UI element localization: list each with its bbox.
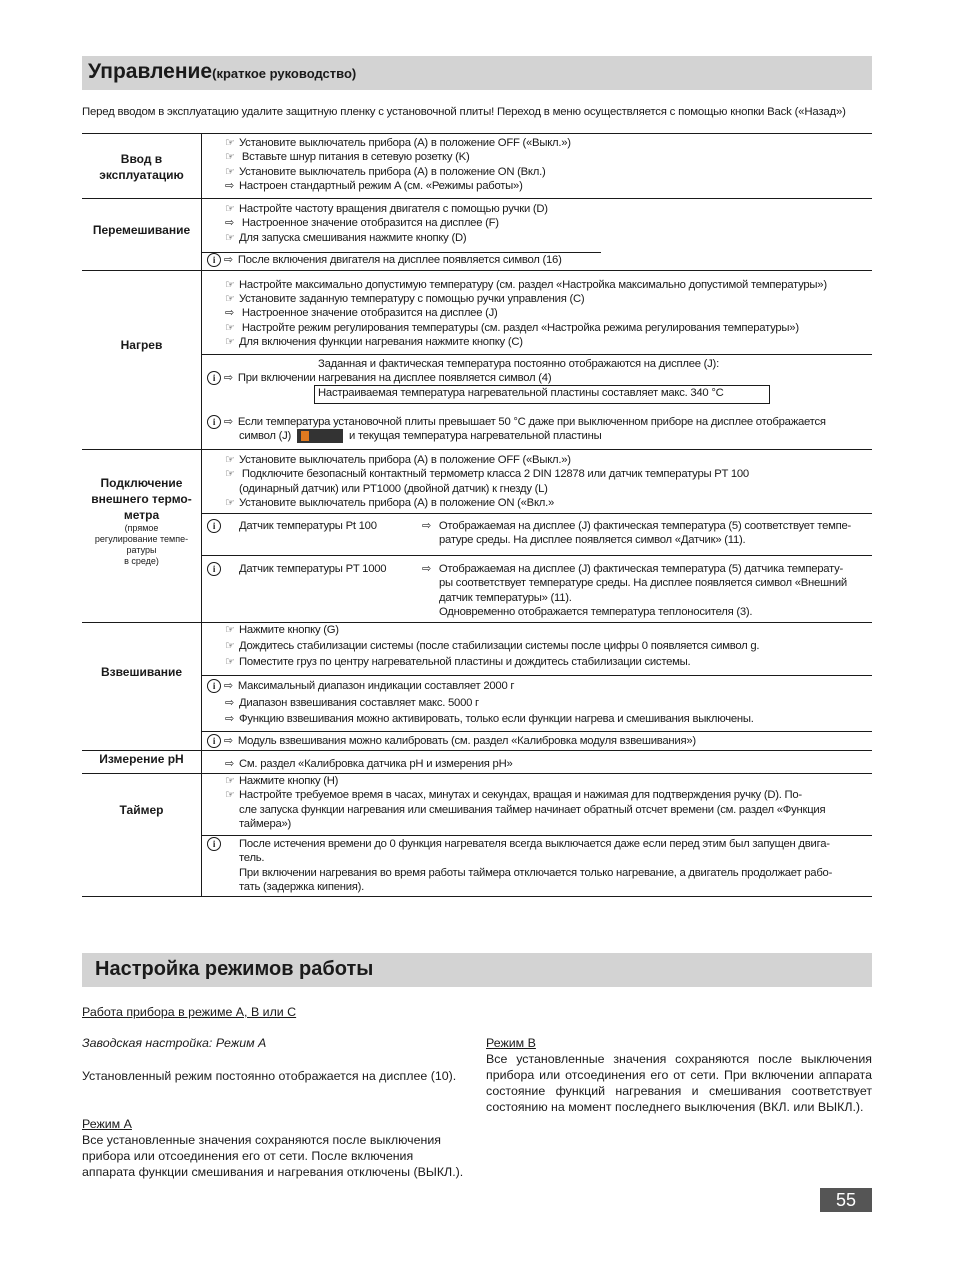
table-bottom-border xyxy=(82,896,872,897)
list-item: ☞ Дождитесь стабилизации системы (после стабилизации системы после цифры 0 появляется символ g. xyxy=(225,640,760,652)
row-label-timer: Таймер xyxy=(119,803,164,817)
arrow-right-icon: ⇨ xyxy=(223,416,233,428)
note-text: Настраиваемая температура нагревательной пластины составляет макс. 340 °C xyxy=(318,387,724,399)
info-icon: i xyxy=(207,734,221,748)
pointing-hand-icon: ☞ xyxy=(225,624,235,636)
row-label-external-thermometer: Подключение внешнего термо- метра (прямое регулирование темпе- ратуры в среде) xyxy=(91,476,192,566)
sensor-note: датчик температуры» (11). xyxy=(439,592,572,604)
list-item: ⇨ Настроенное значение отобразится на дисплее (J) xyxy=(225,307,498,319)
arrow-right-icon: ⇨ xyxy=(422,520,431,532)
mode-b-title: Режим B xyxy=(486,1036,536,1050)
list-item: ☞ Установите выключатель прибора (A) в положение OFF («Выкл.») xyxy=(225,137,571,149)
section-title: Настройка режимов работы xyxy=(95,958,374,980)
list-item: ☞ Нажмите кнопку (H) xyxy=(225,775,339,787)
arrow-right-icon: ⇨ xyxy=(225,307,234,319)
row-label-mixing: Перемешивание xyxy=(92,223,191,237)
arrow-right-icon: ⇨ xyxy=(225,217,234,229)
sensor-note: ⇨ Отображаемая на дисплее (J) фактическая температура (5) соответствует темпе- xyxy=(422,520,852,532)
sensor-note: ⇨ Отображаемая на дисплее (J) фактическая температура (5) датчика температу- xyxy=(422,563,844,575)
modes-intro: Работа прибора в режиме A, B или C xyxy=(82,1005,297,1019)
list-item: ☞ Вставьте шнур питания в сетевую розетку (K) xyxy=(225,151,470,163)
sensor-note: ратуре среды. На дисплее появляется символ «Датчик» (11). xyxy=(439,534,746,546)
cell-divider xyxy=(201,513,872,514)
arrow-right-icon: ⇨ xyxy=(422,563,431,575)
list-item: ⇨ См. раздел «Калибровка датчика pH и измерения pH» xyxy=(225,758,513,770)
note-item: ⇨ Диапазон взвешивания составляет макс. 5000 г xyxy=(225,697,479,709)
pointing-hand-icon: ☞ xyxy=(225,166,235,178)
page-title: Управление(краткое руководство) xyxy=(88,60,357,83)
note-text: тать (задержка кипения). xyxy=(239,881,365,893)
row-divider xyxy=(82,198,872,199)
row-label-heating: Нагрев xyxy=(120,338,163,352)
pointing-hand-icon: ☞ xyxy=(225,497,235,509)
cell-divider xyxy=(201,675,872,676)
arrow-right-icon: ⇨ xyxy=(223,254,233,266)
list-item: ☞ Установите выключатель прибора (A) в положение OFF («Выкл.») xyxy=(225,454,571,466)
cell-divider xyxy=(201,731,872,732)
pointing-hand-icon: ☞ xyxy=(225,656,235,668)
row-divider xyxy=(82,449,872,450)
note-item: i ⇨ Модуль взвешивания можно калибровать (см. раздел «Калибровка модуля взвешивания») xyxy=(207,734,696,749)
arrow-right-icon: ⇨ xyxy=(223,735,233,747)
list-item: ☞ Подключите безопасный контактный термометр класса 2 DIN 12878 или датчик температуры PT 100 xyxy=(225,468,749,480)
arrow-right-icon: ⇨ xyxy=(223,680,233,692)
list-item: ☞ Настройте режим регулирования температуры (см. раздел «Настройка режима регулирования температуры») xyxy=(225,322,799,334)
info-icon: i xyxy=(207,519,221,533)
mode-b-text: Все установленные значения сохраняются после выключения прибора или отсоединения его от сети. При включении аппарата состояние функций нагревания и смешивания соответствует состоянию на момент последнего выключения (ВКЛ. или ВЫКЛ.). xyxy=(486,1052,872,1114)
row-divider xyxy=(82,773,872,774)
info-icon: i xyxy=(207,562,221,576)
hot-plate-display-icon xyxy=(297,429,343,443)
list-item: ☞ Поместите груз по центру нагревательной пластины и дождитесь стабилизации системы. xyxy=(225,656,691,668)
list-item: ☞ Установите выключатель прибора (A) в положение ON (Вкл.) xyxy=(225,166,546,178)
note-item: i После истечения времени до 0 функция нагревателя всегда выключается даже если перед этим был запущен двига- xyxy=(207,837,830,852)
pointing-hand-icon: ☞ xyxy=(225,137,235,149)
mode-display-text: Установленный режим постоянно отображается на дисплее (10). xyxy=(82,1069,457,1083)
note-item: ⇨ Функцию взвешивания можно активировать, только если функции нагрева и смешивания выключены. xyxy=(225,713,754,725)
note-item: i ⇨ После включения двигателя на дисплее появляется символ (16) xyxy=(207,253,562,268)
pointing-hand-icon: ☞ xyxy=(225,203,235,215)
arrow-right-icon: ⇨ xyxy=(223,372,233,384)
list-item: ☞ Настройте требуемое время в часах, минутах и секундах, вращая и нажимая для подтверждения ручку (D). По- xyxy=(225,789,802,801)
pointing-hand-icon: ☞ xyxy=(225,279,235,291)
cell-divider xyxy=(201,354,872,355)
list-item: ☞ Для запуска смешивания нажмите кнопку (D) xyxy=(225,232,467,244)
sensor-note: ры соответствует температуре среды. На дисплее появляется символ «Внешний xyxy=(439,577,847,589)
pointing-hand-icon: ☞ xyxy=(225,468,235,480)
list-item: ☞ Настройте максимально допустимую температуру (см. раздел «Настройка максимально допустимой температуры») xyxy=(225,279,827,291)
info-icon: i xyxy=(207,371,221,385)
intro-text: Перед вводом в эксплуатацию удалите защитную пленку с установочной плиты! Переход в меню осуществляется с помощью кнопки Back («Назад») xyxy=(82,106,846,118)
table-column-divider xyxy=(201,133,202,896)
list-item: сле запуска функции нагревания или смешивания таймер начинает обратный отсчет времени (см. раздел «Функция xyxy=(239,804,826,816)
list-item: ☞ Настройте частоту вращения двигателя с помощью ручки (D) xyxy=(225,203,548,215)
arrow-right-icon: ⇨ xyxy=(225,758,234,770)
cell-divider xyxy=(201,835,872,836)
list-item: таймера») xyxy=(239,818,292,830)
sensor-label: i Датчик температуры Pt 100 xyxy=(207,519,377,534)
arrow-right-icon: ⇨ xyxy=(225,697,234,709)
info-icon: i xyxy=(207,837,221,851)
info-icon: i xyxy=(207,679,221,693)
pointing-hand-icon: ☞ xyxy=(225,232,235,244)
row-label-weighing: Взвешивание xyxy=(100,665,183,679)
pointing-hand-icon: ☞ xyxy=(225,322,235,334)
sensor-label: i Датчик температуры PT 1000 xyxy=(207,562,386,577)
cell-divider xyxy=(201,555,872,556)
sensor-note: Одновременно отображается температура теплоносителя (3). xyxy=(439,606,753,618)
pointing-hand-icon: ☞ xyxy=(225,151,235,163)
note-text: При включении нагревания во время работы таймера отключается только нагревание, а двигатель продолжает рабо- xyxy=(239,867,833,879)
pointing-hand-icon: ☞ xyxy=(225,775,235,787)
row-label-ph: Измерение pH xyxy=(99,752,184,766)
factory-setting: Заводская настройка: Режим A xyxy=(82,1036,267,1050)
list-item: ⇨ Настроен стандартный режим A (см. «Режимы работы») xyxy=(225,180,523,192)
mode-a-title: Режим A xyxy=(82,1117,132,1131)
row-label-start: Ввод в эксплуатацию xyxy=(99,152,184,182)
list-item: (одинарный датчик) или PT1000 (двойной датчик) к гнезду (L) xyxy=(239,483,548,495)
pointing-hand-icon: ☞ xyxy=(225,454,235,466)
pointing-hand-icon: ☞ xyxy=(225,640,235,652)
pointing-hand-icon: ☞ xyxy=(225,336,235,348)
info-icon: i xyxy=(207,253,221,267)
row-divider xyxy=(82,622,872,623)
list-item: ☞ Установите заданную температуру с помощью ручки управления (C) xyxy=(225,293,585,305)
row-divider xyxy=(82,270,872,271)
pointing-hand-icon: ☞ xyxy=(225,789,235,801)
note-item: i ⇨ Если температура установочной плиты превышает 50 °C даже при выключенном приборе на дисплее отображается xyxy=(207,415,826,430)
list-item: ☞ Для включения функции нагревания нажмите кнопку (C) xyxy=(225,336,523,348)
list-item: ☞ Нажмите кнопку (G) xyxy=(225,624,339,636)
note-text: тель. xyxy=(239,852,265,864)
note-item: i ⇨ При включении нагревания на дисплее появляется символ (4) xyxy=(207,371,551,386)
pointing-hand-icon: ☞ xyxy=(225,293,235,305)
arrow-right-icon: ⇨ xyxy=(225,713,234,725)
note-item: i ⇨ Максимальный диапазон индикации составляет 2000 г xyxy=(207,679,514,694)
info-icon: i xyxy=(207,415,221,429)
mode-a-text: Все установленные значения сохраняются после выключения прибора или отсоединения его от сети. После включения аппарата функции смешивания и нагревания отключены (ВЫКЛ.). xyxy=(82,1133,464,1179)
list-item: ☞ Установите выключатель прибора (A) в положение ON («Вкл.» xyxy=(225,497,555,509)
list-item: ⇨ Настроенное значение отобразится на дисплее (F) xyxy=(225,217,499,229)
page-number: 55 xyxy=(820,1188,872,1212)
note-item: символ (J) и текущая температура нагревательной пластины xyxy=(239,430,602,442)
note-text: Заданная и фактическая температура постоянно отображаются на дисплее (J): xyxy=(318,358,719,370)
arrow-right-icon: ⇨ xyxy=(225,180,234,192)
